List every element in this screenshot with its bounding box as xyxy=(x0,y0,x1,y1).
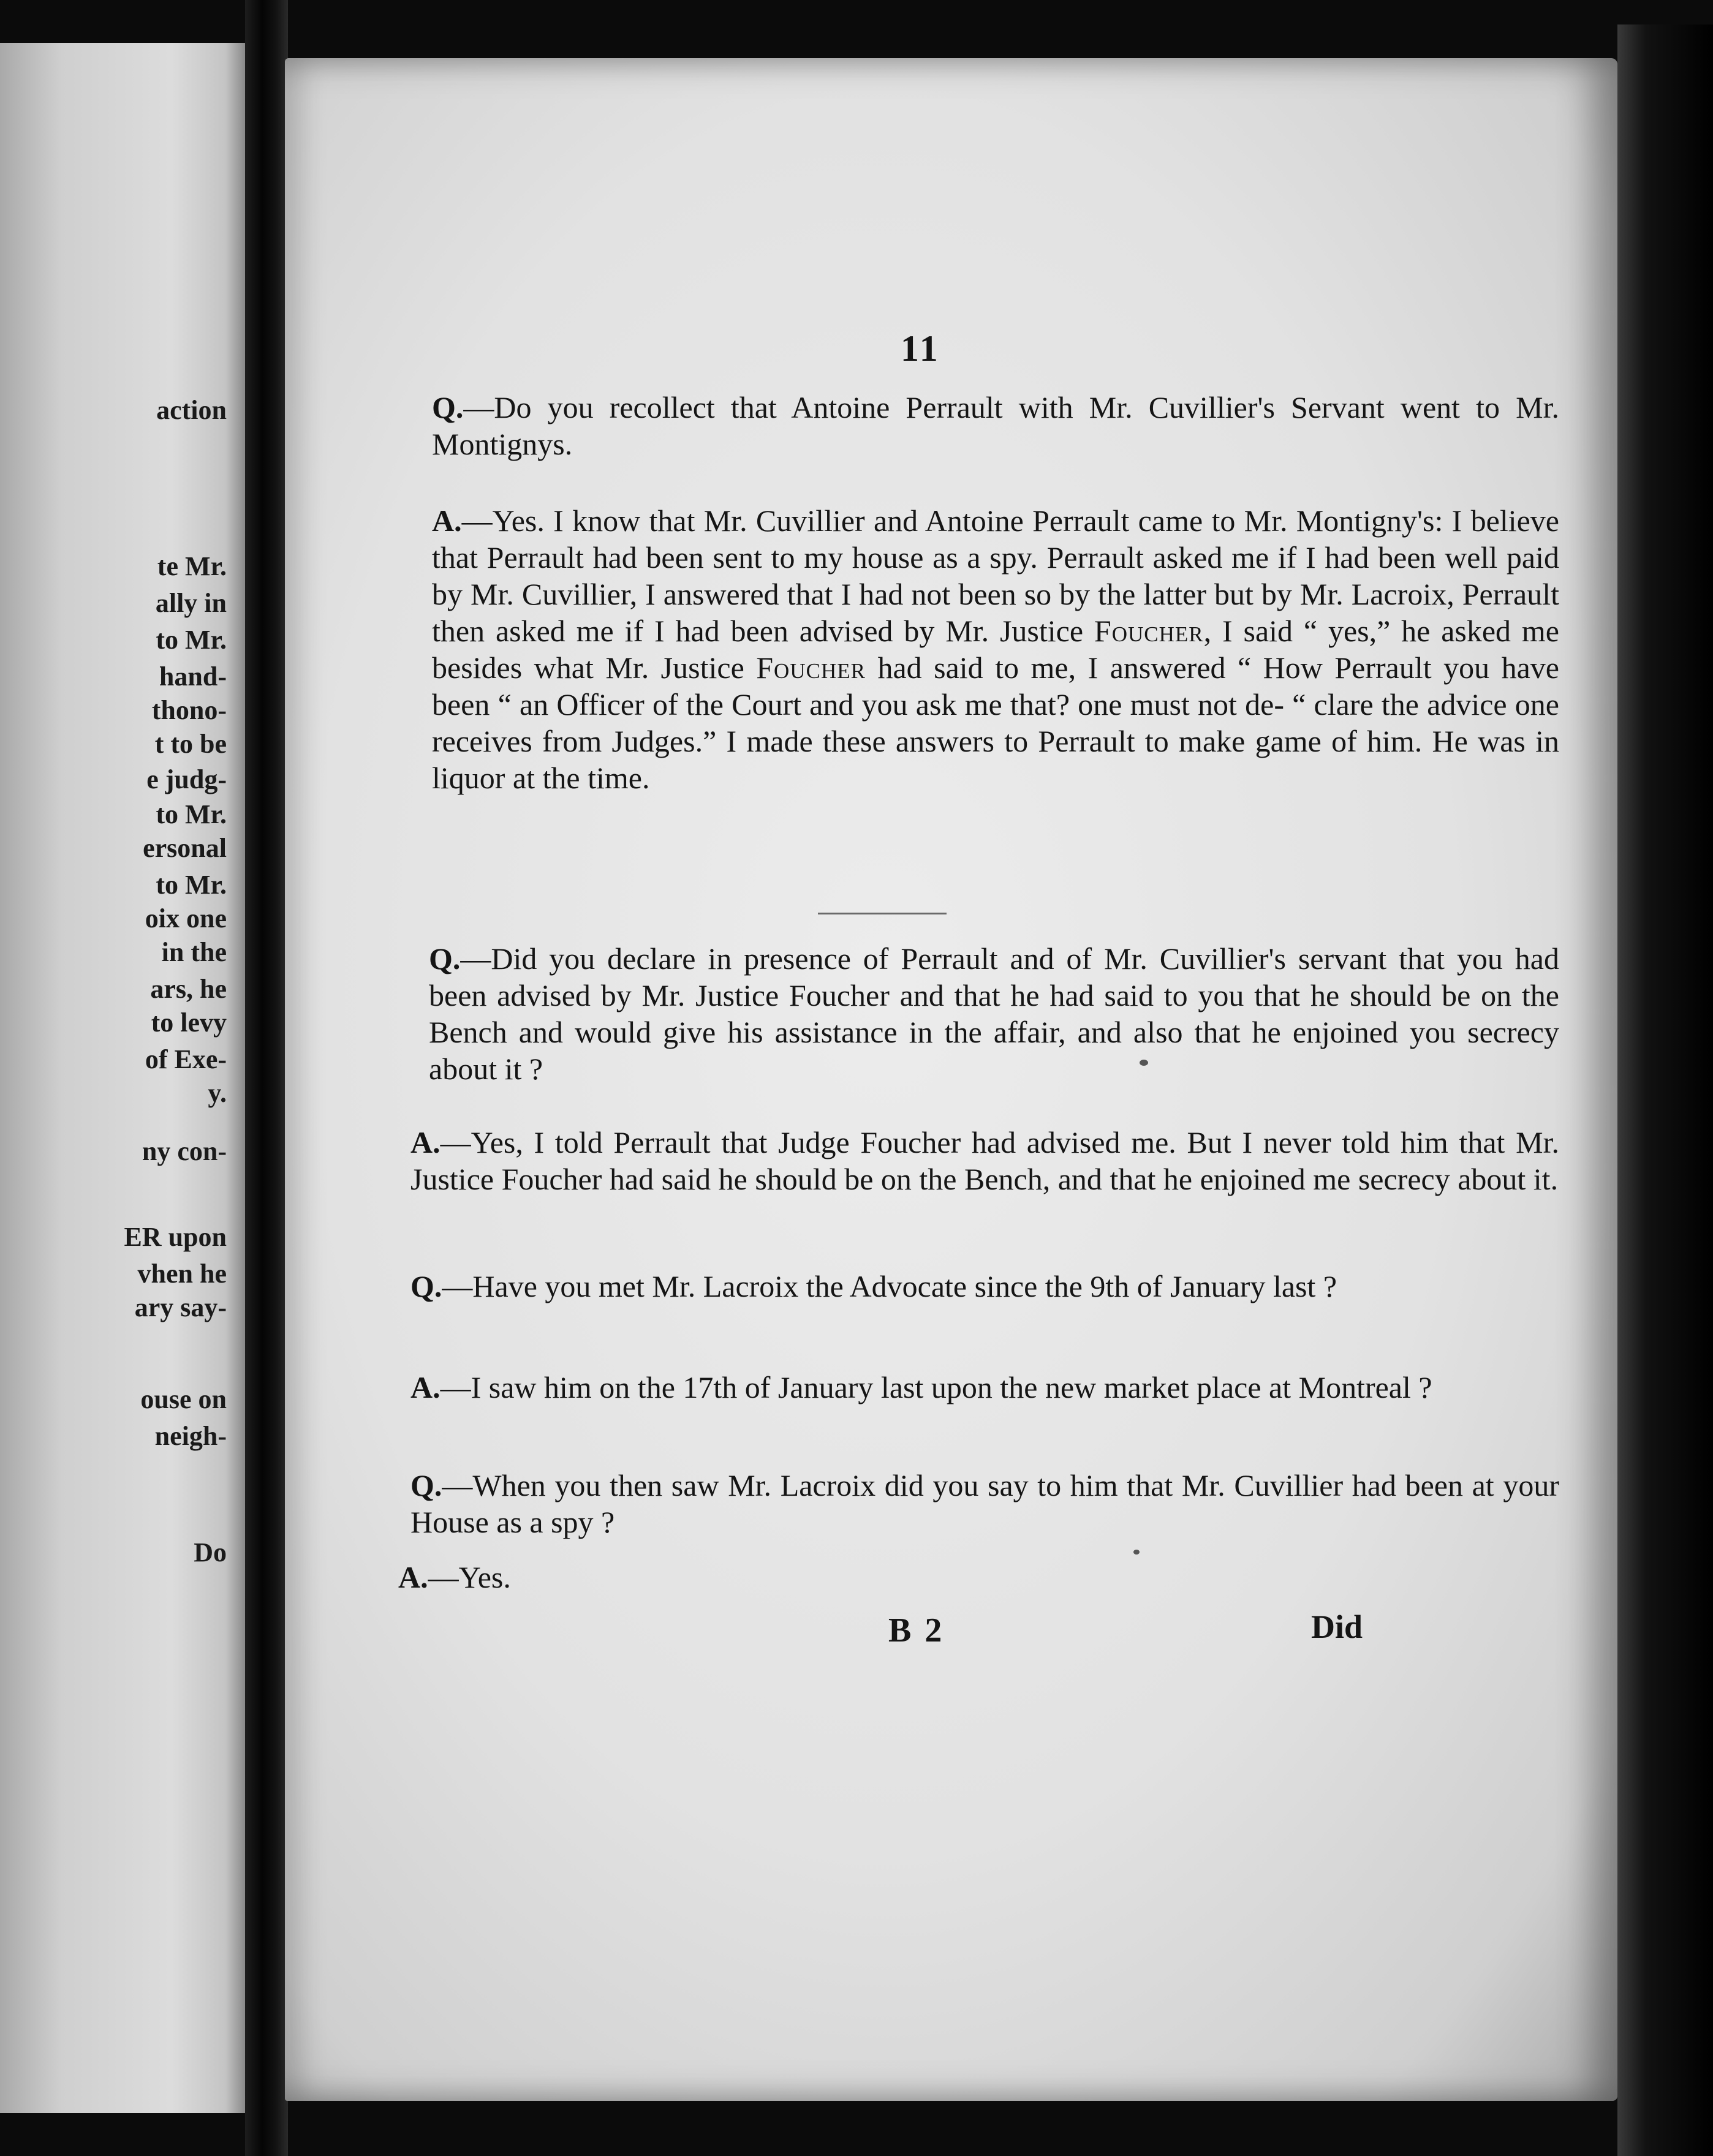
qa-text: had said to me, I answered “ How Perrault you have been “ an Officer of the Court and you ask me that? one must not de- “ clare the advice one receives from Judges.” I made these answers to Perrault to make game of him. He was in liquor at the time. xyxy=(432,650,1559,795)
answer-1 xyxy=(432,502,1559,796)
left-fragment: thono- xyxy=(151,695,227,725)
left-fragment: ersonal xyxy=(143,833,227,863)
page-number: 11 xyxy=(901,328,940,369)
qa-text: —I saw him on the 17th of January last upon the new market place at Montreal ? xyxy=(440,1370,1432,1404)
qa-text: —Yes. I know that Mr. Cuvillier and Antoine Perrault came to Mr. Montigny's: I believe that Perrault had been sent to my house as a spy. Perrault asked me if I had been well paid by Mr. Cuvillier, I answered that I had not been so by the latter but by Mr. Lacroix, Perrault then asked me if I had been advised by Mr. Justice xyxy=(432,503,1559,648)
name-small-caps: Foucher xyxy=(1094,614,1204,648)
qa-tag: Q. xyxy=(410,1468,442,1502)
qa-tag: Q. xyxy=(429,941,461,976)
qa-tag: Q. xyxy=(432,390,464,424)
left-fragment: ny con- xyxy=(142,1136,227,1166)
right-page xyxy=(285,58,1617,2101)
left-fragment: to levy xyxy=(151,1008,227,1038)
section-rule xyxy=(818,913,947,914)
left-fragment: to Mr. xyxy=(156,870,227,900)
qa-tag: Q. xyxy=(410,1269,442,1303)
qa-text: —When you then saw Mr. Lacroix did you say to him that Mr. Cuvillier had been at your House as a spy ? xyxy=(410,1468,1559,1539)
signature-mark: B 2 xyxy=(888,1611,945,1649)
ink-speck xyxy=(1133,1550,1140,1555)
left-fragment: t to be xyxy=(154,729,227,759)
qa-tag: A. xyxy=(410,1125,441,1159)
qa-text: , I said “ yes,” he asked me besides what Mr. Justice xyxy=(432,614,1559,685)
qa-text: —Have you met Mr. Lacroix the Advocate since the 9th of January last ? xyxy=(442,1269,1337,1303)
book-gutter xyxy=(245,0,288,2156)
left-fragment: ER upon xyxy=(124,1222,227,1252)
question-1 xyxy=(432,389,1559,462)
ink-speck xyxy=(1140,1060,1148,1066)
left-fragment: Do xyxy=(194,1537,227,1567)
answer-2 xyxy=(410,1124,1559,1197)
left-fragment: ally in xyxy=(155,588,227,618)
left-fragment: ary say- xyxy=(134,1292,227,1322)
answer-4 xyxy=(398,1559,950,1596)
left-fragment: te Mr. xyxy=(157,551,227,581)
left-fragment: to Mr. xyxy=(156,799,227,829)
left-fragment: vhen he xyxy=(137,1259,227,1289)
left-fragment: hand- xyxy=(159,662,227,692)
left-fragment: neigh- xyxy=(154,1421,227,1451)
left-fragment: y. xyxy=(208,1078,227,1108)
left-fragment: of Exe- xyxy=(145,1044,227,1074)
answer-3 xyxy=(410,1369,1559,1406)
left-fragment: in the xyxy=(161,937,227,967)
question-4 xyxy=(410,1467,1559,1540)
question-3 xyxy=(410,1268,1559,1305)
question-2 xyxy=(429,940,1559,1087)
catchword: Did xyxy=(1311,1608,1363,1645)
left-fragment: ars, he xyxy=(150,974,227,1004)
qa-text: —Did you declare in presence of Perrault and of Mr. Cuvillier's servant that you had been advised by Mr. Justice Foucher and that he had said to you that he should be on the Bench and would give his assistance in the affair, and also that he enjoined you secrecy about it ? xyxy=(429,941,1559,1086)
book-edge-shadow xyxy=(1617,24,1713,2156)
left-fragment: to Mr. xyxy=(156,625,227,655)
qa-tag: A. xyxy=(410,1370,441,1404)
qa-tag: A. xyxy=(398,1560,428,1594)
qa-text: —Yes. xyxy=(428,1560,511,1594)
left-fragment: ouse on xyxy=(140,1384,227,1414)
left-page xyxy=(0,43,245,2113)
qa-tag: A. xyxy=(432,503,462,538)
left-fragment: e judg- xyxy=(146,764,227,794)
name-small-caps: Foucher xyxy=(756,650,866,685)
qa-text: —Yes, I told Perrault that Judge Foucher had advised me. But I never told him that Mr. Justice Foucher had said he should be on the Bench, and that he enjoined me secrecy about it. xyxy=(410,1125,1559,1196)
qa-text: —Do you recollect that Antoine Perrault with Mr. Cuvillier's Servant went to Mr. Montignys. xyxy=(432,390,1559,461)
left-fragment: action xyxy=(156,395,227,425)
left-fragment: oix one xyxy=(145,903,227,933)
